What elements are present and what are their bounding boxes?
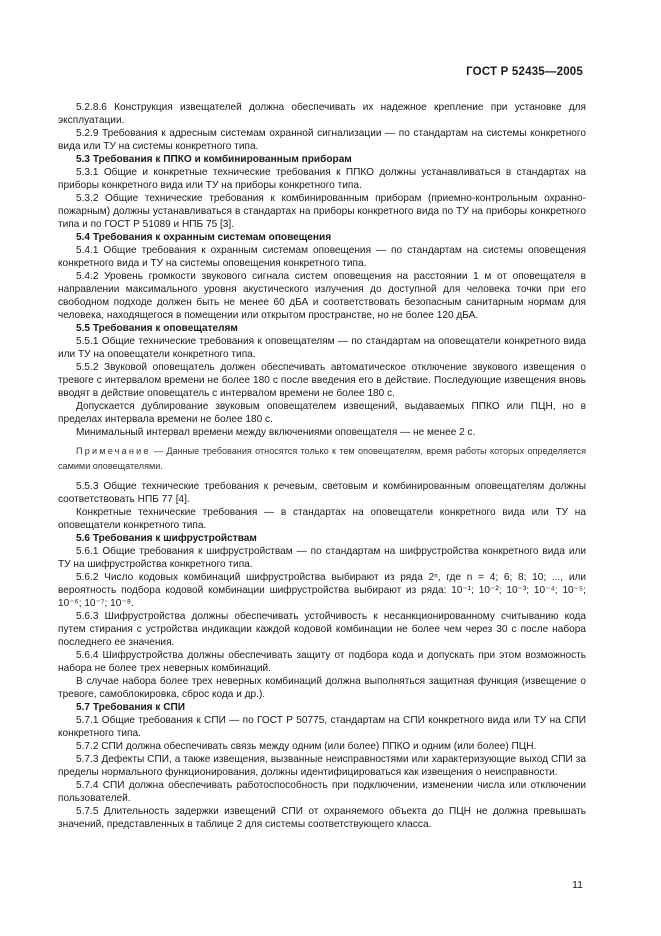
paragraph: Конкретные технические требования — в стандартах на оповещатели конкретного вида или ТУ на оповещатели конкретного типа.	[58, 507, 586, 531]
standard-designation: ГОСТ Р 52435—2005	[466, 66, 583, 78]
section-heading: 5.5 Требования к оповещателям	[76, 323, 238, 334]
paragraph: В случае набора более трех неверных комбинаций должна выполняться защитная функция (извещение о тревоге, самоблокировка, сброс кода и др.).	[58, 676, 586, 700]
paragraph: 5.6.3 Шифрустройства должны обеспечивать устойчивость к несанкционированному считыванию кода путем стирания с устройства индикации каждой кодовой комбинации не более чем через 30 с после набора последнего ее значения.	[58, 611, 586, 648]
paragraph: 5.7.5 Длительность задержки извещений СПИ от охраняемого объекта до ПЦН не должна превышать значений, представленных в таблице 2 для системы соответствующего класса.	[58, 806, 586, 830]
section-heading: 5.7 Требования к СПИ	[76, 702, 186, 713]
paragraph: 5.3.2 Общие технические требования к комбинированным приборам (приемно-контрольным охранно-пожарным) должны устанавливаться в стандартах на приборы конкретного вида по ТУ на приборы конкретного типа и по ГОСТ Р 51089 и НПБ 75 [3].	[58, 193, 586, 230]
paragraph: 5.5.2 Звуковой оповещатель должен обеспечивать автоматическое отключение звукового извещения о тревоге с интервалом времени не более 180 с после введения его в действие. Последующие извещения вновь вводят в действие оповещатель с интервалом времени не более 180 с.	[58, 362, 586, 399]
paragraph: 5.2.9 Требования к адресным системам охранной сигнализации — по стандартам на системы конкретного вида или ТУ на системы конкретного типа.	[58, 128, 586, 152]
paragraph: 5.4.1 Общие требования к охранным системам оповещения — по стандартам на системы оповещения конкретного вида и ТУ на системы оповещения конкретного типа.	[58, 245, 586, 269]
paragraph: Допускается дублирование звуковым оповещателем извещений, выдаваемых ППКО или ПЦН, но в пределах интервала времени не более 180 с.	[58, 401, 586, 425]
paragraph: 5.5.3 Общие технические требования к речевым, световым и комбинированным оповещателям должны соответствовать НПБ 77 [4].	[58, 481, 586, 505]
note-text: — Данные требования относятся только к тем оповещателям, время работы которых определяется самими оповещателями.	[58, 446, 586, 471]
note	[58, 444, 586, 474]
paragraph: 5.7.3 Дефекты СПИ, а также извещения, вызванные неисправностями или характеризующие выход СПИ за пределы нормального функционирования, должны идентифицироваться как извещения о неисправности.	[58, 754, 586, 778]
page-number: 11	[572, 879, 583, 891]
section-heading: 5.3 Требования к ППКО и комбинированным приборам	[76, 154, 352, 165]
document-body	[58, 101, 586, 831]
paragraph: 5.7.4 СПИ должна обеспечивать работоспособность при подключении, изменении числа или отключении пользователей.	[58, 780, 586, 804]
note-label: Примечание	[76, 446, 151, 456]
paragraph: Минимальный интервал времени между включениями оповещателя — не менее 2 с.	[76, 427, 476, 438]
paragraph: 5.7.2 СПИ должна обеспечивать связь между одним (или более) ППКО и одним (или более) ПЦН.	[76, 741, 537, 752]
section-heading: 5.4 Требования к охранным системам оповещения	[76, 232, 332, 243]
paragraph: 5.4.2 Уровень громкости звукового сигнала систем оповещения на расстоянии 1 м от оповещателя в направлении максимального уровня акустического излучения до доступной для человека точки при его свободном подходе должен быть не менее 60 дБА и соответствовать безопасным санитарным нормам для человека, находящегося в помещении или открытом пространстве, но не более 120 дБА.	[58, 271, 586, 321]
paragraph: 5.5.1 Общие технические требования к оповещателям — по стандартам на оповещатели конкретного вида или ТУ на оповещатели конкретного типа.	[58, 336, 586, 360]
paragraph: 5.2.8.6 Конструкция извещателей должна обеспечивать их надежное крепление при установке для эксплуатации.	[58, 102, 586, 126]
paragraph: 5.6.4 Шифрустройства должны обеспечивать защиту от подбора кода и допускать при этом возможность набора не более трех неверных комбинаций.	[58, 650, 586, 674]
paragraph: 5.6.1 Общие требования к шифрустройствам — по стандартам на шифрустройства конкретного вида или ТУ на шифрустройства конкретного типа.	[58, 546, 586, 570]
section-heading: 5.6 Требования к шифрустройствам	[76, 533, 257, 544]
paragraph: 5.3.1 Общие и конкретные технические требования к ППКО должны устанавливаться в стандартах на приборы конкретного вида или ТУ на приборы конкретного типа.	[58, 167, 586, 191]
paragraph: 5.7.1 Общие требования к СПИ — по ГОСТ Р 50775, стандартам на СПИ конкретного вида или ТУ на СПИ конкретного типа.	[58, 715, 586, 739]
paragraph: 5.6.2 Число кодовых комбинаций шифрустройства выбирают из ряда 2ⁿ, где n = 4; 6; 8; 10; ..., или вероятность подбора кодовой комбинации шифрустройства выбирают из ряда: 10⁻¹; 10⁻²; 10⁻³; 10⁻⁴; 10⁻⁵; 10⁻⁶; 10⁻⁷; 10⁻⁸.	[58, 572, 586, 609]
